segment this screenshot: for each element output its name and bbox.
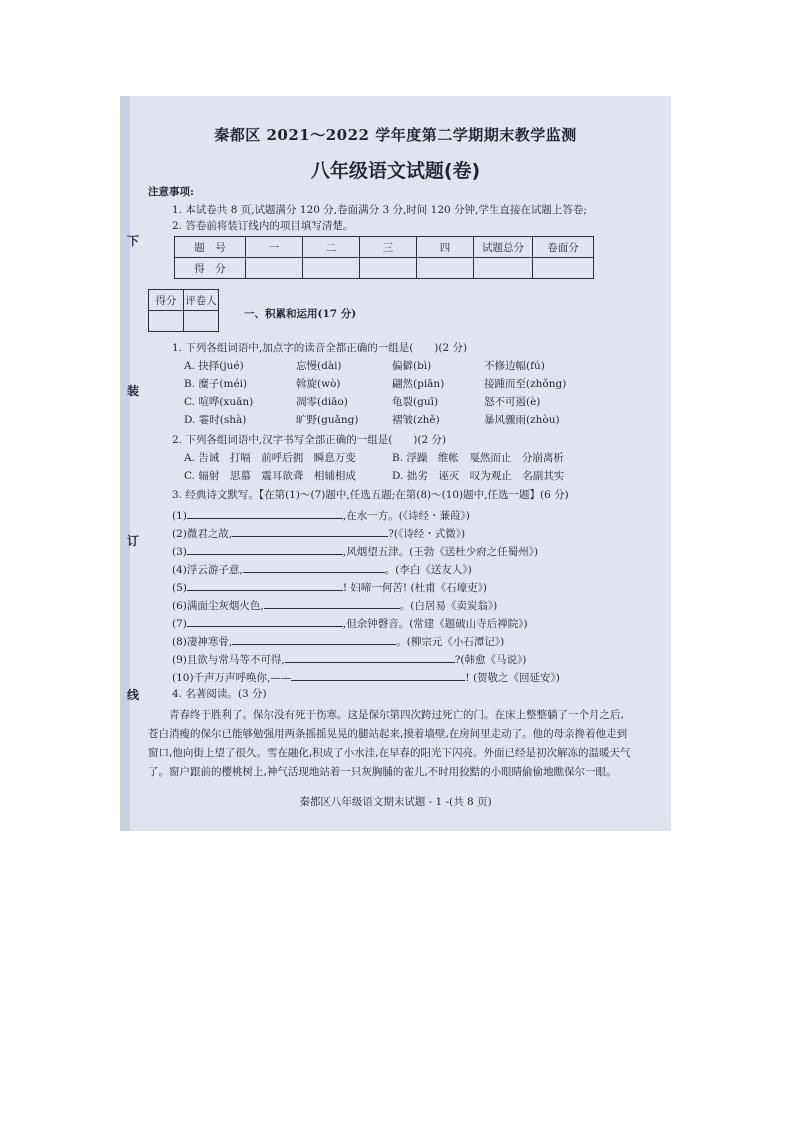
dictation-suffix: ,在水一方。(《诗经・蒹葭》) bbox=[342, 510, 470, 522]
answer-blank[interactable] bbox=[232, 524, 388, 537]
score-table-header: 二 bbox=[303, 237, 360, 258]
dictation-suffix: 。(白居易《卖炭翁》) bbox=[399, 600, 498, 612]
option: C. 喧哗(xuān) bbox=[184, 396, 254, 408]
answer-blank[interactable] bbox=[232, 632, 396, 645]
score-table-header: 题 号 bbox=[175, 237, 246, 258]
option: 斡旋(wò) bbox=[296, 378, 341, 390]
answer-blank[interactable] bbox=[187, 506, 343, 519]
option: 不修边幅(fú) bbox=[484, 360, 545, 372]
grader-score-label: 得分 bbox=[149, 290, 184, 311]
option: D. 霎时(shà) bbox=[184, 414, 247, 426]
score-cell[interactable] bbox=[246, 258, 303, 279]
option: 偏僻(bì) bbox=[392, 360, 432, 372]
option: 龟裂(guī) bbox=[392, 396, 439, 408]
dictation-line bbox=[172, 524, 465, 541]
exam-subtitle: 八年级语文试题(卷) bbox=[310, 160, 481, 182]
dictation-prefix: (9)且欲与常马等不可得, bbox=[172, 654, 285, 666]
score-cell[interactable] bbox=[303, 258, 360, 279]
answer-blank[interactable] bbox=[187, 614, 343, 627]
option: 凋零(diāo) bbox=[296, 396, 348, 408]
section-title: 一、积累和运用(17 分) bbox=[244, 308, 357, 320]
option: A. 抉择(jué) bbox=[184, 360, 244, 372]
answer-blank[interactable] bbox=[187, 542, 343, 555]
dictation-prefix: (4)浮云游子意, bbox=[172, 564, 243, 576]
dictation-prefix: (7) bbox=[172, 618, 187, 630]
notice-item: 2. 答卷前将装订线内的项目填写清楚。 bbox=[172, 220, 354, 232]
dictation-suffix: ! 妇啼一何苦! (杜甫《石壕吏》) bbox=[342, 582, 487, 594]
grader-box bbox=[148, 289, 219, 332]
answer-blank[interactable] bbox=[187, 578, 343, 591]
question-1-stem: 1. 下列各组词语中,加点字的读音全都正确的一组是( )(2 分) bbox=[172, 342, 468, 354]
binding-margin bbox=[120, 96, 130, 831]
dictation-prefix: (8)凄神寒骨, bbox=[172, 636, 233, 648]
option: A. 告诫 打嗝 前呼后拥 瞬息万变 bbox=[184, 452, 356, 464]
score-table-header: 四 bbox=[417, 237, 474, 258]
option: C. 辐射 思慕 震耳欲聋 相辅相成 bbox=[184, 470, 356, 482]
score-row-label: 得 分 bbox=[175, 258, 246, 279]
binding-mark-1: 下 bbox=[127, 234, 140, 248]
dictation-prefix: (10)千声万声呼唤你,—— bbox=[172, 672, 292, 684]
score-table-header: 卷面分 bbox=[533, 237, 594, 258]
dictation-suffix: ,风烟望五津。(王勃《送杜少府之任蜀州》) bbox=[342, 546, 539, 558]
option: 暴风骤雨(zhòu) bbox=[484, 414, 560, 426]
score-cell[interactable] bbox=[360, 258, 417, 279]
exam-title: 秦都区 2021～2022 学年度第二学期期末教学监测 bbox=[214, 126, 577, 144]
grader-name-cell[interactable] bbox=[184, 311, 219, 332]
dictation-line bbox=[172, 614, 528, 631]
answer-blank[interactable] bbox=[264, 596, 400, 609]
option: 忘慢(dài) bbox=[296, 360, 342, 372]
dictation-suffix: 。(李白《送友人》) bbox=[384, 564, 472, 576]
dictation-prefix: (2)微君之故, bbox=[172, 528, 233, 540]
question-3-stem: 3. 经典诗文默写。【在第(1)～(7)题中,任选五题;在第(8)～(10)题中,任选一题】(6 分) bbox=[172, 489, 569, 501]
dictation-prefix: (1) bbox=[172, 510, 187, 522]
dictation-suffix: ! (贺敬之《回延安》) bbox=[465, 672, 560, 684]
dictation-line bbox=[172, 668, 560, 685]
dictation-prefix: (3) bbox=[172, 546, 187, 558]
dictation-suffix: ?(《诗经・式微》) bbox=[388, 528, 466, 540]
dictation-suffix: ,但余钟磬音。(常建《题破山寺后禅院》) bbox=[342, 618, 528, 630]
option: 翩然(piān) bbox=[392, 378, 445, 390]
binding-mark-3: 订 bbox=[127, 534, 140, 548]
notice-heading: 注意事项: bbox=[148, 186, 194, 198]
dictation-suffix: ?(韩愈《马说》) bbox=[454, 654, 527, 666]
score-table-header: 一 bbox=[246, 237, 303, 258]
score-table-header: 三 bbox=[360, 237, 417, 258]
option: 接踵而至(zhǒng) bbox=[484, 378, 567, 390]
option: D. 拙劣 诬灭 叹为观止 名副其实 bbox=[392, 470, 565, 482]
notice-item: 1. 本试卷共 8 页,试题满分 120 分,卷面满分 3 分,时间 120 分钟,学生直接在试题上答卷; bbox=[172, 204, 587, 216]
dictation-suffix: 。(柳宗元《小石潭记》) bbox=[396, 636, 505, 648]
answer-blank[interactable] bbox=[285, 650, 455, 663]
binding-mark-4: 线 bbox=[127, 688, 140, 702]
option: B. 糜子(méi) bbox=[184, 378, 248, 390]
dictation-prefix: (5) bbox=[172, 582, 187, 594]
option: 旷野(guǎng) bbox=[296, 414, 359, 426]
dictation-line bbox=[172, 578, 487, 595]
question-4-stem: 4. 名著阅读。(3 分) bbox=[172, 688, 267, 700]
dictation-line bbox=[172, 650, 526, 667]
score-cell[interactable] bbox=[417, 258, 474, 279]
dictation-line bbox=[172, 506, 470, 523]
option: 怒不可遏(è) bbox=[484, 396, 541, 408]
reading-passage: 青春终于胜利了。保尔没有死于伤寒。这是保尔第四次跨过死亡的门。在床上整整躺了一个月之后,苍白消瘦的保尔已能够勉强用两条摇摇晃晃的腿站起来,摸着墙壁,在房间里走动了。他的母亲搀着他走到窗口,他向街上望了很久。雪在融化,积成了小水洼,在早春的阳光下闪亮。外面已经是初次解冻的温暖天气了。窗户跟前的樱桃树上,神气活现地站着一只灰胸脯的雀儿,不时用狡黠的小眼睛偷偷地瞧保尔一眼。 bbox=[148, 709, 631, 778]
grader-score-cell[interactable] bbox=[149, 311, 184, 332]
grader-name-label: 评卷人 bbox=[184, 290, 219, 311]
dictation-line bbox=[172, 560, 472, 577]
score-cell[interactable] bbox=[474, 258, 533, 279]
exam-sheet bbox=[120, 96, 671, 831]
option: 褶皱(zhě) bbox=[392, 414, 440, 426]
option: B. 浮躁 维帐 戛然而止 分崩离析 bbox=[392, 452, 564, 464]
dictation-line bbox=[172, 596, 497, 613]
dictation-prefix: (6)满面尘灰烟火色, bbox=[172, 600, 264, 612]
score-table bbox=[174, 236, 594, 279]
answer-blank[interactable] bbox=[291, 668, 465, 681]
score-cell[interactable] bbox=[533, 258, 594, 279]
dictation-line bbox=[172, 542, 538, 559]
page-footer: 秦都区八年级语文期末试题 - 1 -(共 8 页) bbox=[299, 796, 492, 808]
binding-mark-2: 装 bbox=[127, 384, 140, 398]
dictation-line bbox=[172, 632, 504, 649]
question-2-stem: 2. 下列各组词语中,汉字书写全部正确的一组是( )(2 分) bbox=[172, 434, 447, 446]
score-table-header: 试题总分 bbox=[474, 237, 533, 258]
answer-blank[interactable] bbox=[243, 560, 385, 573]
